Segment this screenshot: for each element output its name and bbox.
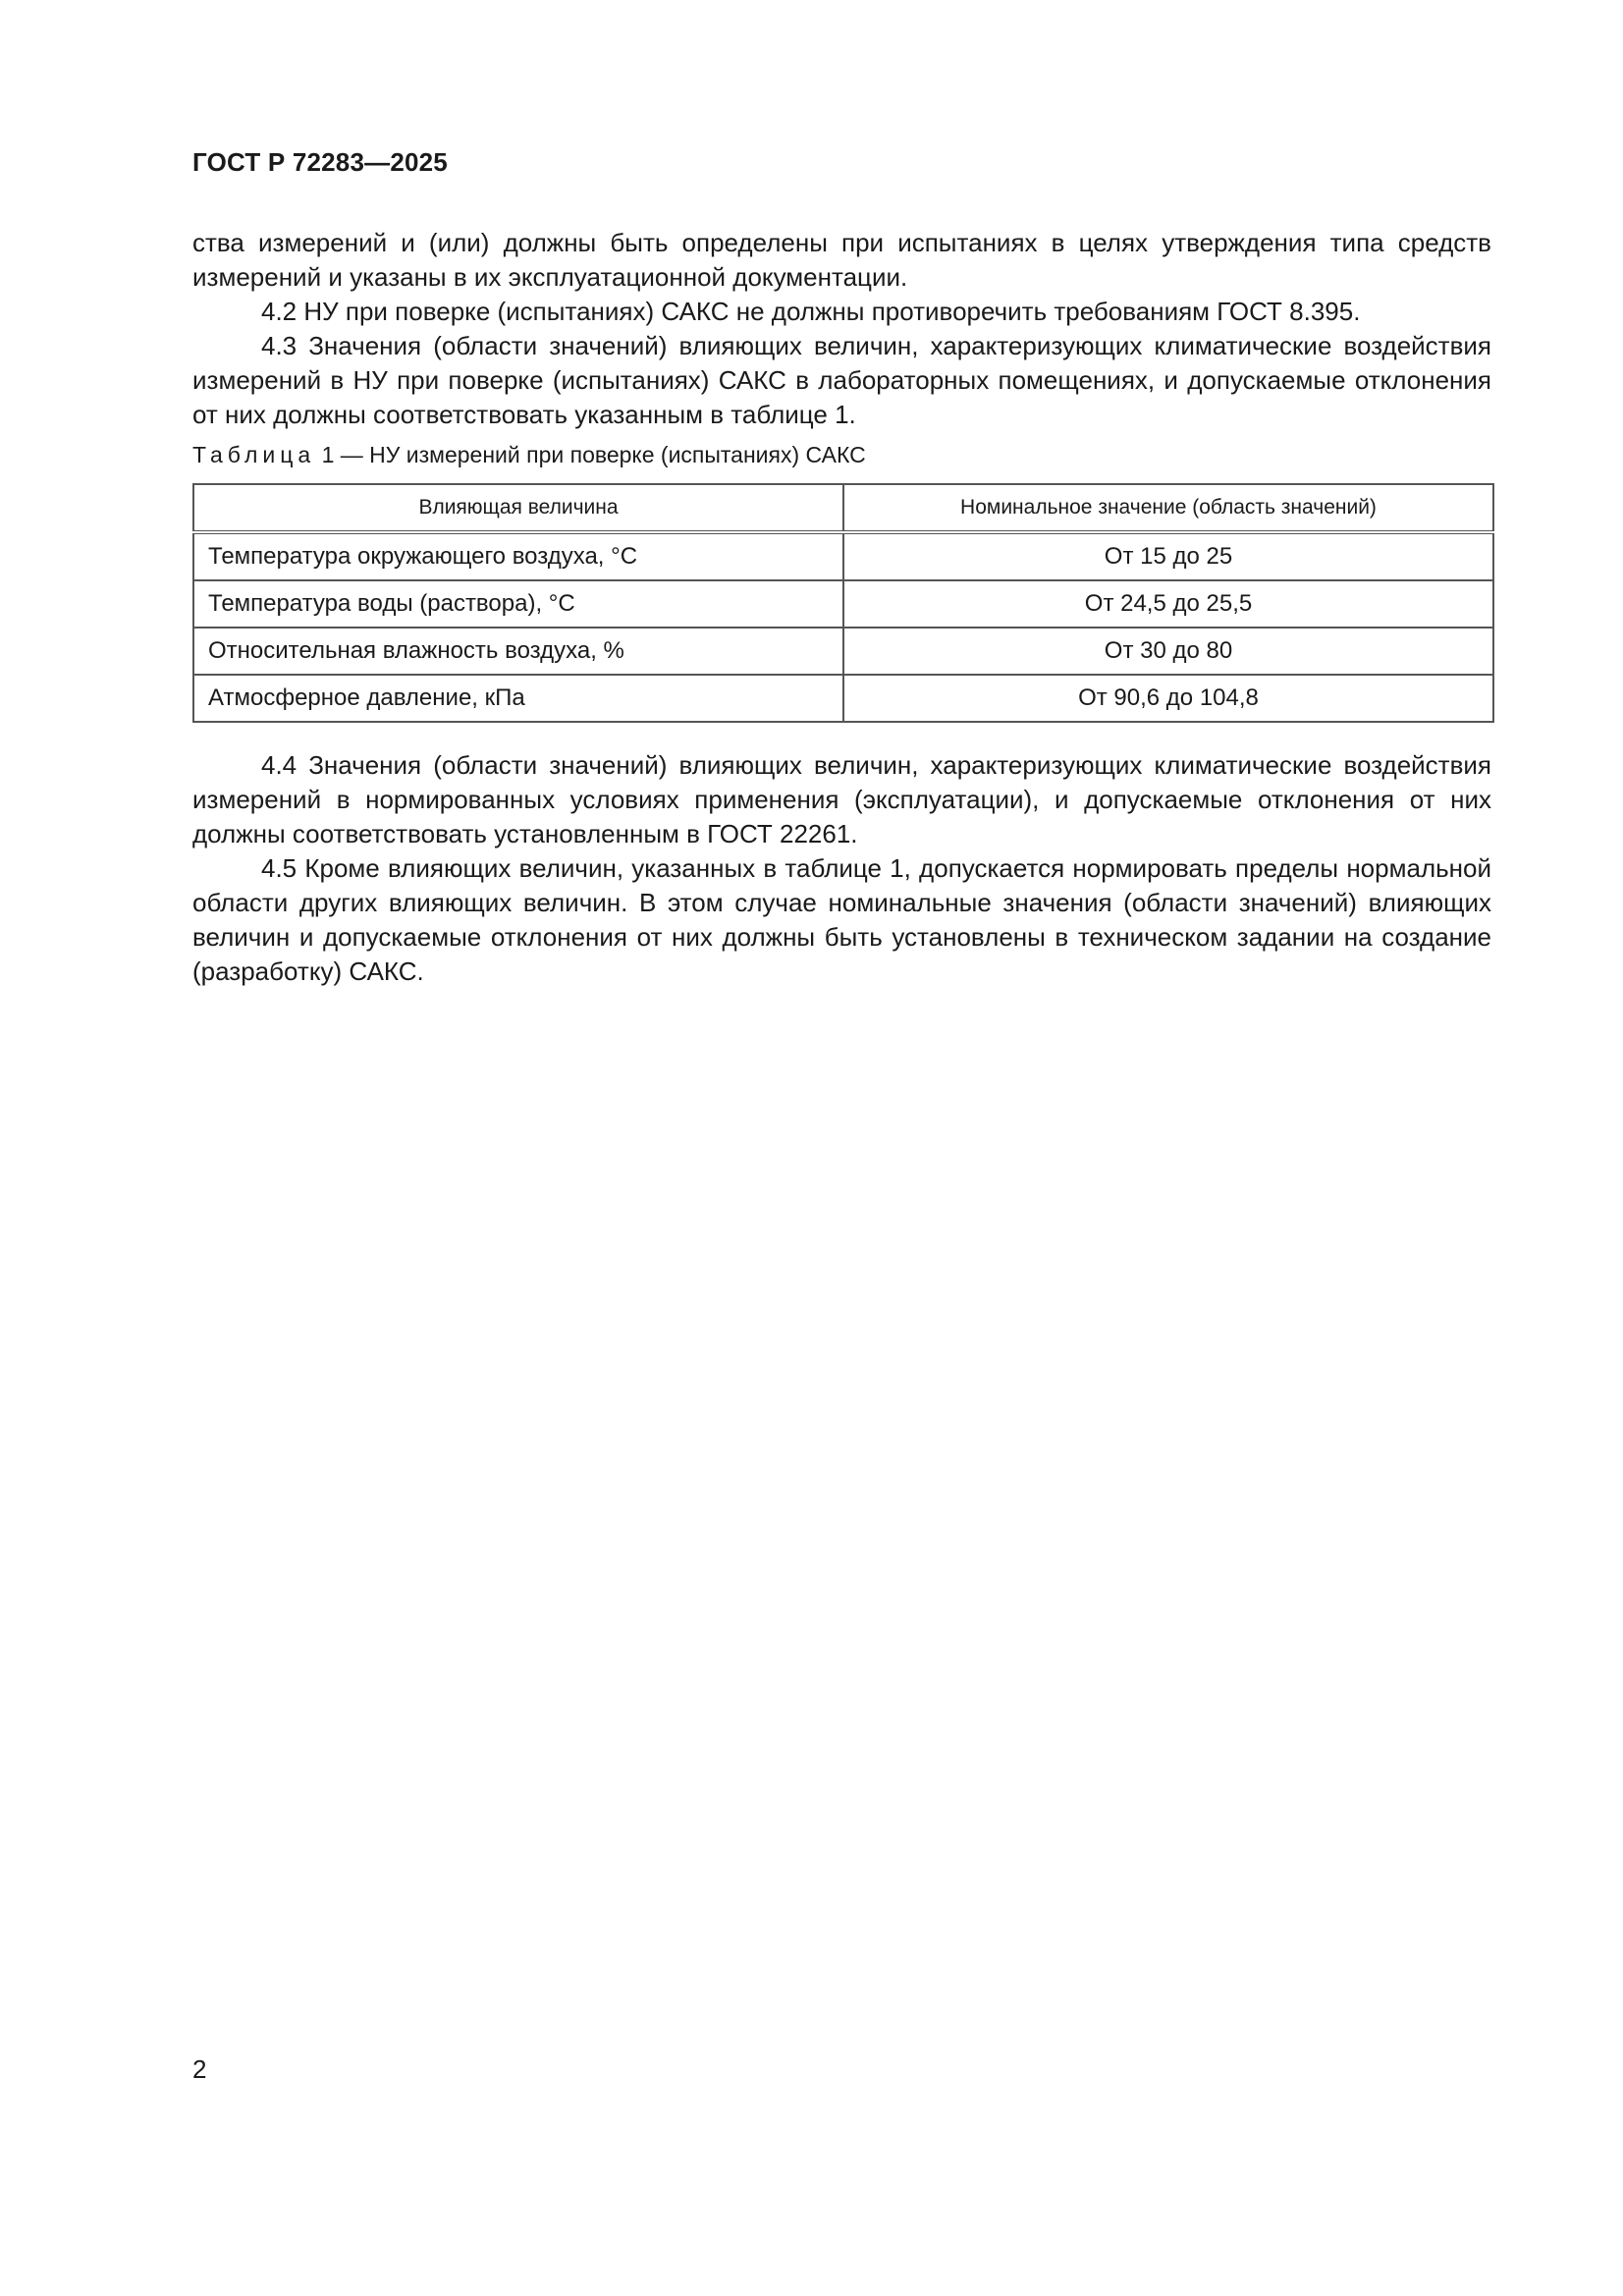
table-row	[193, 532, 1493, 580]
table-caption	[192, 442, 866, 468]
paragraph-continuation: ства измерений и (или) должны быть определены при испытаниях в целях утверждения типа средств измерений и указаны в их эксплуатационной документации.	[192, 228, 1491, 292]
table-caption-text: 1 — НУ измерений при поверке (испытаниях) САКС	[315, 442, 866, 467]
value-cell: От 24,5 до 25,5	[843, 580, 1493, 628]
page-number: 2	[192, 2054, 207, 2084]
table-row	[193, 675, 1493, 722]
table-row	[193, 628, 1493, 675]
quantity-cell: Температура окружающего воздуха, °С	[193, 532, 843, 580]
value-cell: От 15 до 25	[843, 532, 1493, 580]
document-header: ГОСТ Р 72283—2025	[192, 147, 448, 177]
conditions-table	[192, 483, 1494, 723]
table-header-row	[193, 484, 1493, 532]
table-row	[193, 580, 1493, 628]
text-block-top	[192, 226, 1491, 432]
paragraph-4-4: 4.4 Значения (области значений) влияющих величин, характеризующих климатические воздействия измерений в нормированных условиях применения (эксплуатации), и допускаемые отклонения от них должны соответствовать установленным в ГОСТ 22261.	[192, 750, 1491, 848]
value-cell: От 30 до 80	[843, 628, 1493, 675]
paragraph-4-2: 4.2 НУ при поверке (испытаниях) САКС не должны противоречить требованиям ГОСТ 8.395.	[261, 297, 1361, 326]
column-header-nominal-value: Номинальное значение (область значений)	[843, 484, 1493, 532]
table-caption-word: Таблица	[192, 442, 316, 467]
column-header-quantity: Влияющая величина	[193, 484, 843, 532]
quantity-cell: Относительная влажность воздуха, %	[193, 628, 843, 675]
paragraph-4-3: 4.3 Значения (области значений) влияющих величин, характеризующих климатические воздействия измерений в НУ при поверке (испытаниях) САКС в лабораторных помещениях, и допускаемые отклонения от них должны соответствовать указанным в таблице 1.	[192, 331, 1491, 429]
quantity-cell: Атмосферное давление, кПа	[193, 675, 843, 722]
text-block-bottom	[192, 748, 1491, 989]
value-cell: От 90,6 до 104,8	[843, 675, 1493, 722]
quantity-cell: Температура воды (раствора), °С	[193, 580, 843, 628]
paragraph-4-5: 4.5 Кроме влияющих величин, указанных в таблице 1, допускается нормировать пределы нормальной области других влияющих величин. В этом случае номинальные значения (области значений) влияющих величин и допускаемые отклонения от них должны быть установлены в техническом задании на создание (разработку) САКС.	[192, 853, 1491, 986]
